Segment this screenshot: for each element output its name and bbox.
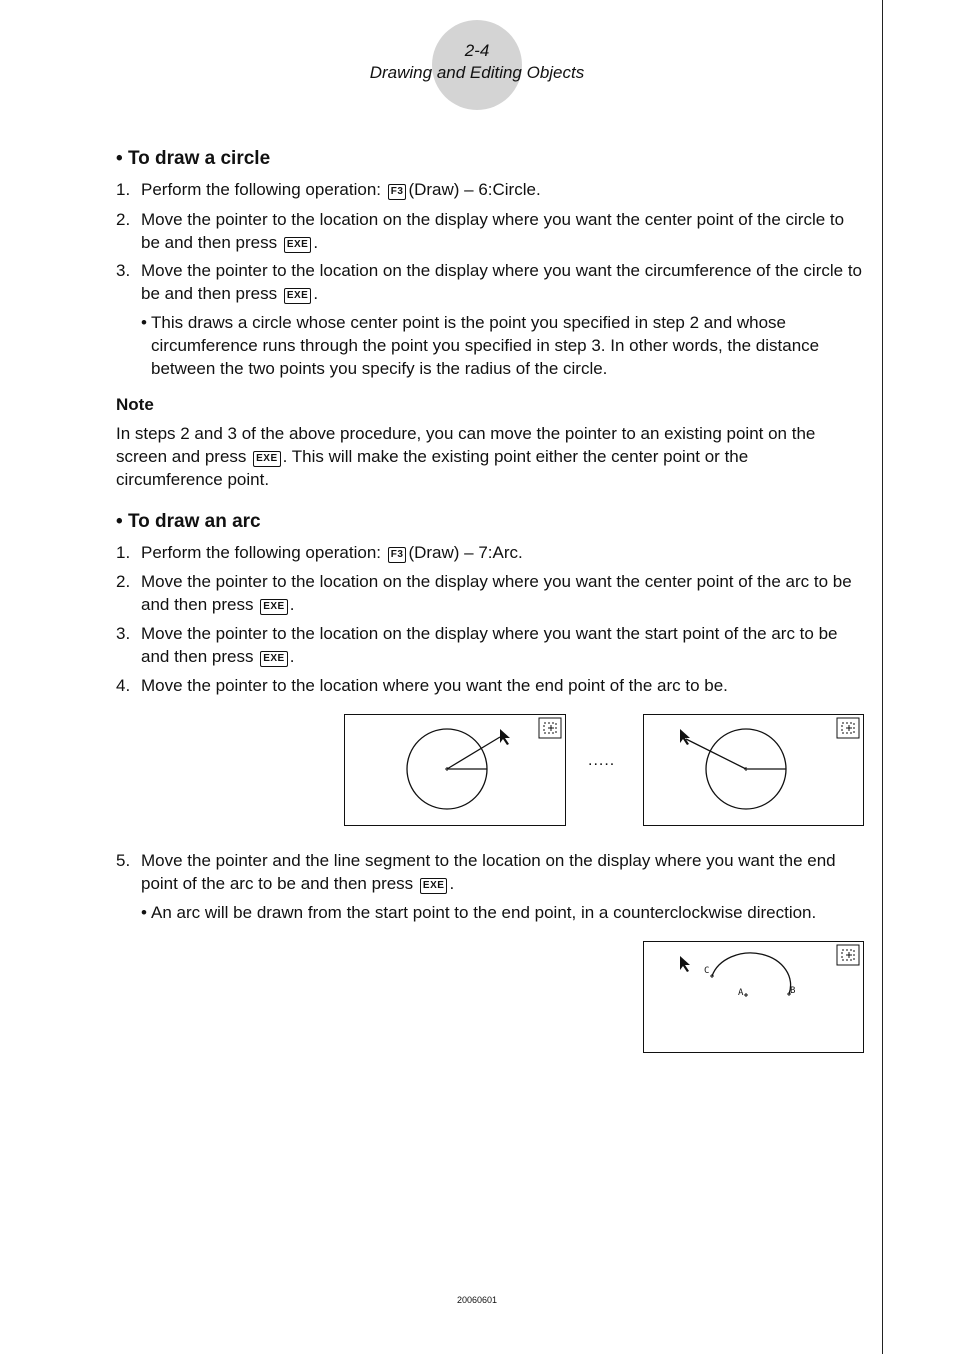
note-body: In steps 2 and 3 of the above procedure, you can move the pointer to an existing point on the screen and press EXE . This will make the existing point either the center point or the circumference point. xyxy=(116,424,816,489)
arc-label-start: C xyxy=(704,966,710,976)
page-right-border xyxy=(882,0,883,1354)
calculator-screen-arc-end xyxy=(643,714,864,826)
arc-center-point-icon xyxy=(744,993,748,997)
note-heading: Note xyxy=(116,395,154,414)
arc-label-end: B xyxy=(790,986,796,996)
section-title: Drawing and Editing Objects xyxy=(369,63,585,82)
pointer-segment xyxy=(447,737,500,769)
ellipsis: ..... xyxy=(588,752,616,769)
calculator-screen-arc-result xyxy=(643,941,864,1053)
screen-drawing xyxy=(345,715,565,825)
footer-code: 20060601 xyxy=(456,1295,498,1305)
arc-shape xyxy=(712,953,791,994)
f3-key-icon: F3 xyxy=(388,547,407,563)
screen-drawing xyxy=(644,715,863,825)
screen-mode-icon xyxy=(539,718,561,738)
screen-mode-icon xyxy=(837,945,859,965)
arc-start-point-icon xyxy=(710,974,714,978)
heading-draw-arc: • To draw an arc xyxy=(116,511,261,532)
f3-key-icon: F3 xyxy=(388,184,407,200)
exe-key-icon: EXE xyxy=(253,451,281,467)
exe-key-icon: EXE xyxy=(260,651,288,667)
section-number: 2-4 xyxy=(464,41,490,60)
arc-label-center: A xyxy=(738,988,744,998)
screen-mode-icon xyxy=(837,718,859,738)
pointer-arrow-icon xyxy=(680,956,690,972)
exe-key-icon: EXE xyxy=(284,288,312,304)
heading-draw-circle: • To draw a circle xyxy=(116,148,271,169)
screen-drawing xyxy=(644,942,863,1052)
pointer-arrow-icon xyxy=(680,729,690,745)
calculator-screen-arc-step xyxy=(344,714,566,826)
exe-key-icon: EXE xyxy=(420,878,448,894)
exe-key-icon: EXE xyxy=(284,237,312,253)
exe-key-icon: EXE xyxy=(260,599,288,615)
pointer-arrow-icon xyxy=(500,729,510,745)
